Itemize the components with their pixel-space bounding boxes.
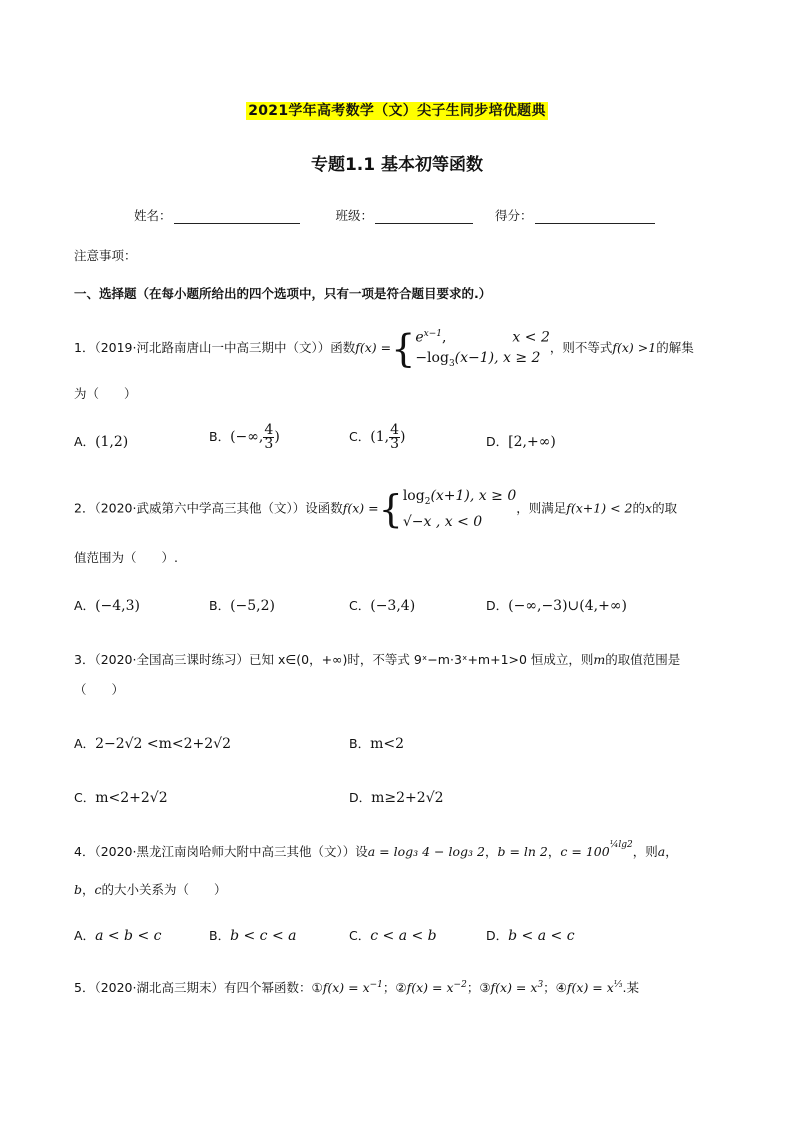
- series-title: 2021学年高考数学（文）尖子生同步培优题典: [248, 103, 546, 119]
- q5-f4-exp: ⅓: [613, 979, 623, 990]
- q2-option-a[interactable]: [74, 596, 140, 614]
- q1-option-c-pre: (1,: [370, 429, 390, 445]
- q1-option-b-letter: B．: [209, 429, 231, 444]
- q4-then: ，则: [632, 844, 658, 859]
- q4-option-c-letter: C．: [349, 928, 371, 943]
- student-info-row: [134, 206, 655, 224]
- q3-option-c[interactable]: [74, 788, 168, 806]
- q1-ineq: f(x) >1: [612, 340, 657, 356]
- q2-option-d[interactable]: [486, 596, 627, 614]
- question-5: [74, 978, 639, 996]
- q1-option-b-num: 4: [264, 422, 274, 438]
- q1-option-c-post: ): [399, 429, 406, 445]
- q4-c-exp: ¼lg2: [609, 839, 633, 850]
- question-4: [74, 839, 678, 860]
- q5-f2-mark: ；②: [382, 980, 407, 995]
- q5-f2-exp: −2: [453, 979, 467, 990]
- q4-a: a: [657, 844, 666, 859]
- q1-option-b[interactable]: [209, 424, 280, 451]
- q4-comma: ，: [665, 844, 678, 859]
- q4-sep2: ，: [547, 844, 561, 859]
- class-label: 班级：: [335, 208, 374, 223]
- q4-option-a-letter: A．: [74, 928, 96, 943]
- q4-b: b: [74, 882, 83, 897]
- question-2: [74, 486, 677, 532]
- q1-option-b-pre: (−∞,: [230, 429, 264, 445]
- series-header: [0, 100, 794, 120]
- q5-f4: f(x) = x: [566, 980, 614, 995]
- q3-option-a[interactable]: [74, 734, 231, 752]
- q2-line2: 值范围为（ ）.: [74, 550, 178, 565]
- q2-suffix: 的取: [652, 500, 678, 516]
- q5-f2: f(x) = x: [406, 980, 454, 995]
- q1-option-c-num: 4: [390, 422, 399, 438]
- q1-line2: 为（ ）: [74, 386, 137, 401]
- q4-option-d[interactable]: [486, 926, 575, 944]
- q3-option-a-value: 2−2√2 <m<2+2√2: [95, 736, 231, 752]
- q4-option-b-letter: B．: [209, 928, 231, 943]
- q2-option-b[interactable]: [209, 596, 275, 614]
- q4-option-b[interactable]: [209, 926, 297, 944]
- q2-case1-arg: (x+1), x ≥ 0: [430, 488, 517, 504]
- q1-suffix: 的解集: [656, 340, 694, 356]
- q4-line2-comma-1: ，: [82, 882, 95, 897]
- q2-mid2: 的: [632, 500, 645, 516]
- q1-option-d-value: [2,+∞): [508, 434, 556, 450]
- name-field[interactable]: [174, 211, 300, 224]
- q3-line1: 3．（2020·全国高三课时练习）已知 x∈(0，+∞)时，不等式 9ˣ−m·3ˣ+m+1>0 恒成立，则: [74, 652, 594, 667]
- q4-line2: [74, 880, 227, 898]
- q1-option-b-post: ): [274, 429, 280, 445]
- q1-prefix: 1．（2019·河北路南唐山一中高三期中（文））函数: [74, 340, 356, 356]
- q1-option-d[interactable]: [486, 432, 556, 450]
- q4-a-expr: a = log₃ 4 − log₃ 2: [367, 844, 485, 859]
- q3-var: m: [593, 652, 606, 667]
- q3-line1-end: 的取值范围是: [605, 652, 681, 667]
- q5-prefix: 5．（2020·湖北高三期末）有四个幂函数：: [74, 980, 312, 995]
- question-1: [74, 324, 694, 373]
- q2-mid: ，则满足: [516, 500, 567, 516]
- q4-c-expr: c = 100: [560, 844, 610, 859]
- q1-piecewise: { $e^{x-1}$, x < 2 $-\log_3(x-1)$, x ≥ 2: [391, 326, 550, 371]
- q5-f3-exp: 3: [537, 979, 544, 990]
- q3-option-b-value: m<2: [370, 736, 404, 752]
- q4-c: c: [94, 882, 102, 897]
- score-label: 得分：: [495, 208, 533, 223]
- q5-f1: f(x) = x: [322, 980, 370, 995]
- q1-option-a[interactable]: [74, 432, 128, 450]
- q4-option-d-value: b < a < c: [508, 928, 575, 944]
- q1-fx: f(x) =: [355, 340, 392, 356]
- q1-option-c-den: 3: [390, 436, 399, 452]
- q5-f1-exp: −1: [369, 979, 383, 990]
- q4-prefix: 4．（2020·黑龙江南岗哈师大附中高三其他（文））设: [74, 844, 368, 859]
- q4-option-a[interactable]: [74, 926, 161, 944]
- q4-b-expr: b = ln 2: [497, 844, 548, 859]
- q4-option-d-letter: D．: [486, 928, 509, 943]
- q4-option-c-value: c < a < b: [370, 928, 437, 944]
- q3-line2: （ ）: [74, 682, 125, 697]
- q1-case1-comma: ,: [441, 329, 447, 346]
- class-field[interactable]: [375, 211, 473, 224]
- q3-option-d[interactable]: [349, 788, 444, 806]
- q2-option-d-value: (−∞,−3)∪(4,+∞): [508, 598, 627, 614]
- q1-case2-sub: 3: [448, 358, 455, 369]
- q1-case2-arg: (x−1), x ≥ 2: [454, 349, 541, 366]
- q2-option-d-letter: D．: [486, 598, 509, 613]
- q3-option-d-letter: D．: [349, 790, 372, 805]
- q2-prefix: 2．（2020·武威第六中学高三其他（文））设函数: [74, 500, 343, 516]
- section-heading: 一、选择题（在每小题所给出的四个选项中，只有一项是符合题目要求的.）: [74, 286, 492, 301]
- q2-option-c-letter: C．: [349, 598, 371, 613]
- q2-option-c[interactable]: [349, 596, 415, 614]
- q3-option-c-value: m<2+2√2: [95, 790, 168, 806]
- q5-f4-mark: ；④: [543, 980, 567, 995]
- q1-option-c-letter: C．: [349, 429, 371, 444]
- q1-option-c[interactable]: [349, 424, 405, 451]
- q5-f1-mark: ①: [311, 980, 323, 995]
- q4-line2-end: 的大小关系为（ ）: [101, 882, 227, 897]
- q2-case1-sub: 2: [424, 496, 431, 507]
- q3-option-b-letter: B．: [349, 736, 371, 751]
- q3-option-a-letter: A．: [74, 736, 96, 751]
- q1-option-b-den: 3: [264, 436, 274, 452]
- q3-option-d-value: m≥2+2√2: [371, 790, 444, 806]
- q2-option-b-value: (−5,2): [230, 598, 275, 614]
- q2-fx: f(x) =: [342, 500, 379, 516]
- q1-option-d-letter: D．: [486, 434, 509, 449]
- q5-end: .某: [622, 980, 640, 995]
- q1-case1-sup: x−1: [423, 329, 442, 339]
- q4-option-c[interactable]: [349, 926, 437, 944]
- q2-var: x: [645, 500, 653, 516]
- q3-option-c-letter: C．: [74, 790, 96, 805]
- q1-case1-cond: x < 2: [512, 329, 550, 346]
- q2-option-a-value: (−4,3): [95, 598, 140, 614]
- q1-case2-expr: −log: [415, 349, 449, 366]
- score-field[interactable]: [535, 211, 655, 224]
- page-title: 专题1.1 基本初等函数: [310, 155, 484, 175]
- notice-heading: 注意事项：: [74, 248, 137, 263]
- q3-option-b[interactable]: [349, 734, 404, 752]
- q1-option-a-letter: A．: [74, 434, 96, 449]
- q2-ineq: f(x+1) < 2: [566, 500, 633, 516]
- q2-option-a-letter: A．: [74, 598, 96, 613]
- q1-case1-expr: e: [415, 329, 424, 346]
- q2-option-b-letter: B．: [209, 598, 231, 613]
- question-3: [74, 650, 680, 668]
- q4-sep1: ，: [484, 844, 498, 859]
- q5-f3: f(x) = x: [490, 980, 538, 995]
- q5-f3-mark: ；③: [466, 980, 491, 995]
- q2-case1-expr: log: [402, 488, 425, 504]
- q1-option-a-value: (1,2): [95, 434, 129, 450]
- q2-piecewise: { $\log_2(x+1)$, x ≥ 0 √−x , x < 0: [378, 486, 517, 531]
- name-label: 姓名：: [134, 208, 172, 223]
- q2-case2-expr: √−x , x < 0: [402, 513, 483, 530]
- q4-option-b-value: b < c < a: [230, 928, 297, 944]
- q2-option-c-value: (−3,4): [370, 598, 416, 614]
- q4-option-a-value: a < b < c: [95, 928, 162, 944]
- q1-mid: ，则不等式: [549, 340, 613, 356]
